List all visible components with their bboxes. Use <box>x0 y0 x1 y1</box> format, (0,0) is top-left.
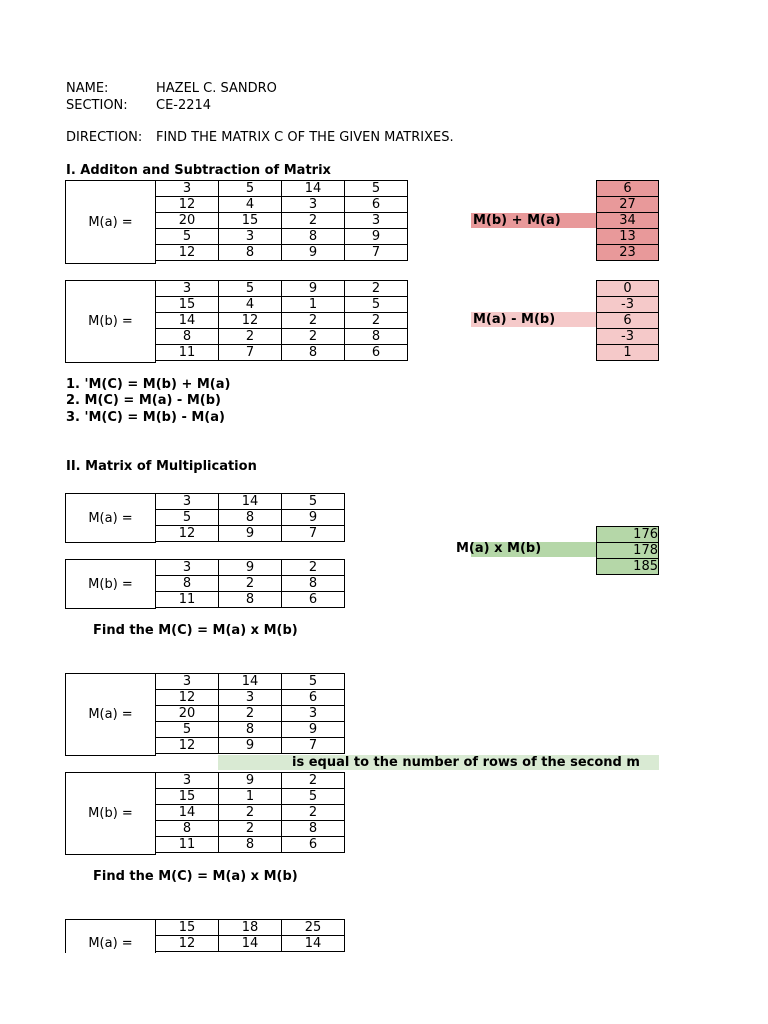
matrix-cell: 5 <box>282 674 345 690</box>
matrix-row <box>156 213 408 229</box>
matrix-cell: 9 <box>219 526 282 542</box>
matrix-cell: 5 <box>156 722 219 738</box>
matrix-cell: 5 <box>282 789 345 805</box>
matrix-row <box>156 313 408 329</box>
matrix-row <box>156 329 408 345</box>
matrix-cell: 3 <box>156 773 219 789</box>
result-row <box>597 543 659 559</box>
matrix-row <box>156 837 345 853</box>
matrix-row <box>156 920 345 936</box>
m2a-label-cell <box>65 673 156 756</box>
section-value: CE-2214 <box>156 98 212 113</box>
m1b-label: M(b) = <box>88 576 133 592</box>
result-cell: 0 <box>597 281 659 297</box>
matrix-cell: 14 <box>156 313 219 329</box>
m1a-label-cell <box>65 493 156 543</box>
part1-title: I. Additon and Subtraction of Matrix <box>66 163 331 178</box>
matrix-cell: 5 <box>345 297 408 313</box>
prod-result <box>596 526 659 575</box>
matrix-cell: 14 <box>219 936 282 952</box>
sum-result <box>596 180 659 261</box>
matrix-cell: 2 <box>345 281 408 297</box>
name-label: NAME: <box>66 81 109 96</box>
ma-label: M(a) = <box>88 214 133 230</box>
matrix-cell: 2 <box>219 805 282 821</box>
result-cell: 178 <box>597 543 659 559</box>
m3a-label-cell <box>65 919 156 953</box>
matrix-cell: 7 <box>219 345 282 361</box>
matrix-cell: 3 <box>282 706 345 722</box>
matrix-cell: 2 <box>219 329 282 345</box>
result-row <box>597 181 659 197</box>
result-row <box>597 229 659 245</box>
matrix-cell: 3 <box>345 213 408 229</box>
matrix-cell: 2 <box>282 213 345 229</box>
result-row <box>597 213 659 229</box>
matrix-cell: 8 <box>156 821 219 837</box>
result-row <box>597 245 659 261</box>
matrix-cell: 6 <box>282 690 345 706</box>
matrix-cell: 9 <box>219 560 282 576</box>
matrix-cell: 9 <box>282 510 345 526</box>
matrix-cell: 14 <box>282 936 345 952</box>
matrix-cell: 1 <box>282 297 345 313</box>
matrix-cell: 11 <box>156 345 219 361</box>
matrix-cell: 20 <box>156 706 219 722</box>
matrix-cell: 4 <box>219 197 282 213</box>
section-label: SECTION: <box>66 98 128 113</box>
matrix-cell: 5 <box>156 229 219 245</box>
matrix-cell: 12 <box>156 526 219 542</box>
result-cell: 176 <box>597 527 659 543</box>
ma-label-cell <box>65 180 156 264</box>
result-row <box>597 297 659 313</box>
matrix-row <box>156 690 345 706</box>
matrix-cell: 5 <box>345 181 408 197</box>
matrix-cell: 2 <box>282 773 345 789</box>
matrix-cell: 8 <box>219 510 282 526</box>
matrix-row <box>156 245 408 261</box>
matrix-row <box>156 738 345 754</box>
matrix-m1b <box>155 559 345 608</box>
matrix-cell: 3 <box>156 560 219 576</box>
matrix-cell: 6 <box>282 837 345 853</box>
matrix-row <box>156 821 345 837</box>
result-cell: 27 <box>597 197 659 213</box>
matrix-row <box>156 526 345 542</box>
matrix-cell: 8 <box>282 345 345 361</box>
matrix-cell: 2 <box>282 560 345 576</box>
matrix-cell: 7 <box>282 526 345 542</box>
find-2: Find the M(C) = M(a) x M(b) <box>93 869 298 884</box>
matrix-cell: 8 <box>219 837 282 853</box>
result-cell: 185 <box>597 559 659 575</box>
matrix-cell: 9 <box>345 229 408 245</box>
matrix-cell: 8 <box>156 329 219 345</box>
matrix-row <box>156 181 408 197</box>
item-1: 1. 'M(C) = M(b) + M(a) <box>66 377 231 392</box>
matrix-cell: 3 <box>282 197 345 213</box>
matrix-cell: 15 <box>156 789 219 805</box>
matrix-cell: 8 <box>345 329 408 345</box>
matrix-cell: 12 <box>156 936 219 952</box>
result-row <box>597 313 659 329</box>
matrix-cell: 25 <box>282 920 345 936</box>
matrix-cell: 9 <box>282 281 345 297</box>
result-cell: 6 <box>597 181 659 197</box>
matrix-cell: 8 <box>282 821 345 837</box>
matrix-row <box>156 722 345 738</box>
m2a-label: M(a) = <box>88 707 133 722</box>
matrix-row <box>156 345 408 361</box>
matrix-cell: 4 <box>219 297 282 313</box>
matrix-cell: 8 <box>219 722 282 738</box>
matrix-cell: 1 <box>219 789 282 805</box>
matrix-cell: 6 <box>345 197 408 213</box>
result-row <box>597 329 659 345</box>
matrix-m1a <box>155 493 345 542</box>
result-row <box>597 559 659 575</box>
matrix-cell: 14 <box>219 674 282 690</box>
matrix-cell: 3 <box>156 494 219 510</box>
matrix-cell: 2 <box>282 313 345 329</box>
matrix-cell: 6 <box>345 345 408 361</box>
matrix-cell: 12 <box>219 313 282 329</box>
matrix-row <box>156 674 345 690</box>
matrix-cell: 7 <box>345 245 408 261</box>
sum-label: M(b) + M(a) <box>471 213 596 228</box>
m2b-label-cell <box>65 772 156 855</box>
matrix-cell: 2 <box>282 805 345 821</box>
matrix-cell: 15 <box>219 213 282 229</box>
find-1: Find the M(C) = M(a) x M(b) <box>93 623 298 638</box>
diff-label: M(a) - M(b) <box>471 312 596 327</box>
matrix-row <box>156 560 345 576</box>
matrix-cell: 12 <box>156 245 219 261</box>
matrix-cell: 3 <box>219 690 282 706</box>
part2-title: II. Matrix of Multiplication <box>66 459 257 474</box>
matrix-cell: 5 <box>219 181 282 197</box>
result-row <box>597 345 659 361</box>
matrix-cell: 20 <box>156 213 219 229</box>
m3a-label: M(a) = <box>88 936 133 951</box>
matrix-row <box>156 576 345 592</box>
matrix-row <box>156 936 345 952</box>
m2b-label: M(b) = <box>88 806 133 821</box>
matrix-cell: 18 <box>219 920 282 936</box>
matrix-cell: 11 <box>156 837 219 853</box>
diff-result <box>596 280 659 361</box>
result-cell: 13 <box>597 229 659 245</box>
result-cell: 34 <box>597 213 659 229</box>
matrix-row <box>156 805 345 821</box>
matrix-cell: 2 <box>219 821 282 837</box>
result-row <box>597 281 659 297</box>
matrix-cell: 15 <box>156 920 219 936</box>
matrix-row <box>156 297 408 313</box>
result-row <box>597 197 659 213</box>
matrix-cell: 15 <box>156 297 219 313</box>
matrix-ma <box>155 180 408 261</box>
matrix-cell: 2 <box>345 313 408 329</box>
matrix-cell: 2 <box>219 706 282 722</box>
matrix-cell: 14 <box>156 805 219 821</box>
matrix-cell: 5 <box>156 510 219 526</box>
matrix-row <box>156 773 345 789</box>
mb-label: M(b) = <box>88 314 133 329</box>
matrix-cell: 9 <box>282 722 345 738</box>
item-2: 2. M(C) = M(a) - M(b) <box>66 393 221 408</box>
name-value: HAZEL C. SANDRO <box>156 81 277 96</box>
matrix-cell: 8 <box>282 229 345 245</box>
matrix-row <box>156 281 408 297</box>
matrix-cell: 5 <box>282 494 345 510</box>
matrix-cell: 2 <box>282 329 345 345</box>
result-cell: 1 <box>597 345 659 361</box>
matrix-cell: 14 <box>282 181 345 197</box>
matrix-cell: 14 <box>219 494 282 510</box>
matrix-cell: 12 <box>156 738 219 754</box>
matrix-cell: 3 <box>219 229 282 245</box>
matrix-row <box>156 229 408 245</box>
matrix-cell: 8 <box>219 245 282 261</box>
matrix-row <box>156 592 345 608</box>
result-cell: -3 <box>597 329 659 345</box>
matrix-mb <box>155 280 408 361</box>
matrix-cell: 3 <box>156 674 219 690</box>
mb-label-cell <box>65 280 156 363</box>
result-cell: -3 <box>597 297 659 313</box>
matrix-m2b <box>155 772 345 853</box>
note-band <box>218 755 659 770</box>
matrix-cell: 3 <box>156 281 219 297</box>
matrix-cell: 5 <box>219 281 282 297</box>
matrix-row <box>156 510 345 526</box>
matrix-m2a <box>155 673 345 754</box>
item-3: 3. 'M(C) = M(b) - M(a) <box>66 410 225 425</box>
matrix-cell: 8 <box>219 592 282 608</box>
matrix-cell: 12 <box>156 197 219 213</box>
matrix-row <box>156 494 345 510</box>
matrix-row <box>156 706 345 722</box>
matrix-cell: 7 <box>282 738 345 754</box>
matrix-cell: 12 <box>156 690 219 706</box>
matrix-cell: 11 <box>156 592 219 608</box>
direction-value: FIND THE MATRIX C OF THE GIVEN MATRIXES. <box>156 130 454 145</box>
matrix-row <box>156 789 345 805</box>
matrix-cell: 8 <box>282 576 345 592</box>
result-cell: 6 <box>597 313 659 329</box>
matrix-cell: 9 <box>282 245 345 261</box>
matrix-cell: 9 <box>219 738 282 754</box>
matrix-cell: 8 <box>156 576 219 592</box>
note-text: is equal to the number of rows of the second m <box>292 755 640 770</box>
m1a-label: M(a) = <box>88 510 133 526</box>
result-row <box>597 527 659 543</box>
matrix-m3a <box>155 919 345 952</box>
matrix-cell: 3 <box>156 181 219 197</box>
direction-label: DIRECTION: <box>66 130 143 145</box>
result-cell: 23 <box>597 245 659 261</box>
matrix-cell: 2 <box>219 576 282 592</box>
prod-label: M(a) x M(b) <box>456 541 542 556</box>
matrix-cell: 9 <box>219 773 282 789</box>
matrix-row <box>156 197 408 213</box>
matrix-cell: 6 <box>282 592 345 608</box>
m1b-label-cell <box>65 559 156 609</box>
